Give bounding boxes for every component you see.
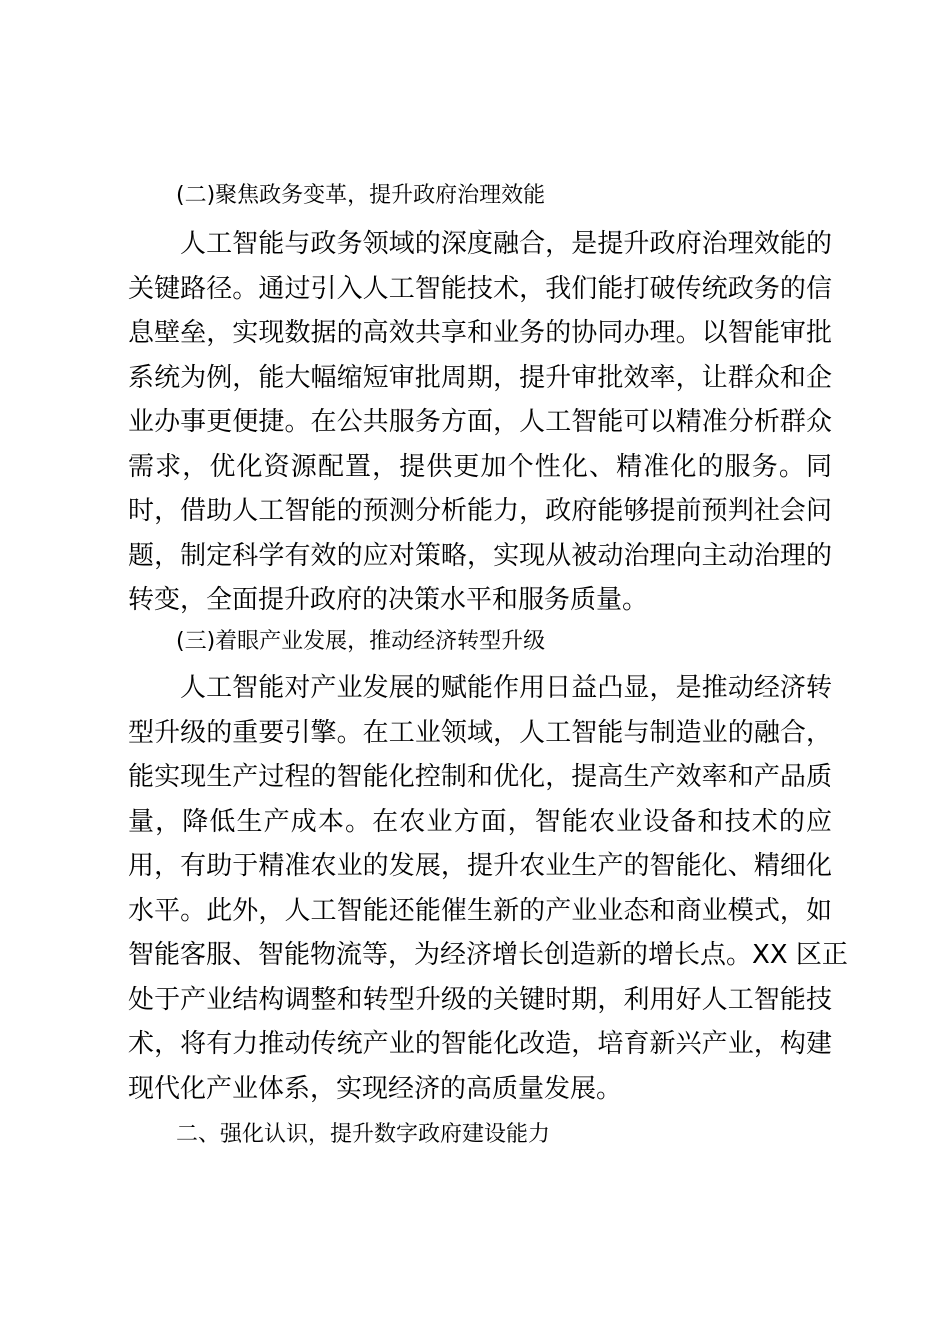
paragraph-line: 关键路径。通过引入人工智能技术，我们能打破传统政务的信 xyxy=(128,273,832,304)
paragraph-line: 人工智能与政务领域的深度融合，是提升政府治理效能的 xyxy=(180,229,832,259)
paragraph-line: 量，降低生产成本。在农业方面，智能农业设备和技术的应 xyxy=(128,806,832,837)
paragraph-line: 需求，优化资源配置，提供更加个性化、精准化的服务。同 xyxy=(128,451,832,482)
paragraph-line: 时，借助人工智能的预测分析能力，政府能够提前预判社会问 xyxy=(128,496,832,526)
paragraph-line: 系统为例，能大幅缩短审批周期，提升审批效率，让群众和企 xyxy=(128,362,832,393)
paragraph-line: 型升级的重要引擎。在工业领域，人工智能与制造业的融合， xyxy=(128,717,832,748)
paragraph-line: 息壁垒，实现数据的高效共享和业务的协同办理。以智能审批 xyxy=(128,318,832,348)
paragraph-line: 水平。此外，人工智能还能催生新的产业业态和商业模式，如 xyxy=(128,895,832,926)
part-heading-digital-government: 二、强化认识，提升数字政府建设能力 xyxy=(176,1122,551,1147)
paragraph-line: 题，制定科学有效的应对策略，实现从被动治理向主动治理的 xyxy=(128,540,832,571)
section-heading-industry: (三)着眼产业发展，推动经济转型升级 xyxy=(176,629,546,654)
paragraph-line: 现代化产业体系，实现经济的高质量发展。 xyxy=(128,1073,623,1104)
paragraph-governance xyxy=(128,222,832,623)
paragraph-line: 用，有助于精准农业的发展，提升农业生产的智能化、精细化 xyxy=(128,851,832,881)
paragraph-line: 转变，全面提升政府的决策水平和服务质量。 xyxy=(128,585,649,615)
paragraph-line: 处于产业结构调整和转型升级的关键时期，利用好人工智能技 xyxy=(128,984,832,1015)
paragraph-industry xyxy=(128,666,848,1111)
paragraph-line: 业办事更便捷。在公共服务方面，人工智能可以精准分析群众 xyxy=(128,407,832,437)
paragraph-line: 人工智能对产业发展的赋能作用日益凸显，是推动经济转 xyxy=(180,673,832,703)
paragraph-line: 术，将有力推动传统产业的智能化改造，培育新兴产业，构建 xyxy=(128,1029,832,1059)
section-heading-governance: (二)聚焦政务变革，提升政府治理效能 xyxy=(176,183,546,208)
paragraph-line: 智能客服、智能物流等，为经济增长创造新的增长点。XX 区正 xyxy=(128,940,848,970)
paragraph-line: 能实现生产过程的智能化控制和优化，提高生产效率和产品质 xyxy=(128,762,832,792)
